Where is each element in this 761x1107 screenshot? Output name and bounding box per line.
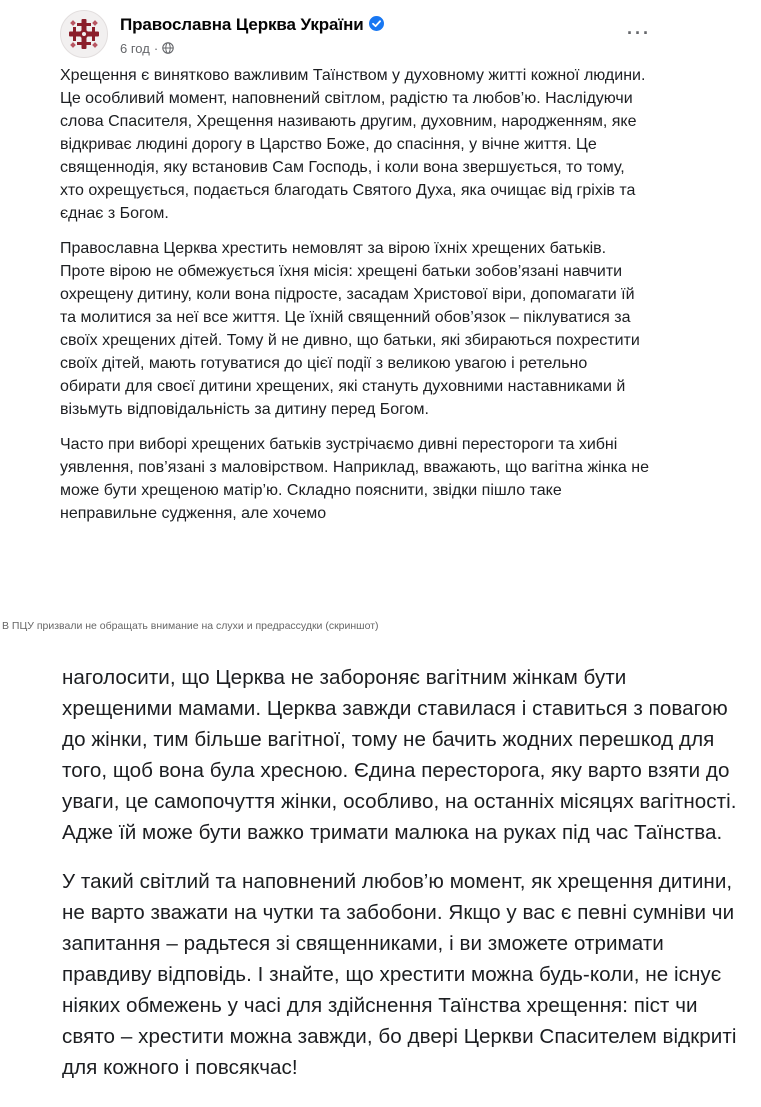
post-paragraph-2: Православна Церква хрестить немовлят за вірою їхніх хрещених батьків. Проте вірою не обмежується їхня місія: хрещені батьки зобов’язані навчити охрещену дитину, коли вона підросте, засадам Христової віри, допомагати їй та молитися за неї все життя. Це їхній священний обов’язок – піклуватися за своїх хрещених дітей. Тому й не дивно, що батьки, які збираються похрестити своїх дітей, мають готуватися до цієї події з великою увагою і ретельно обирати для своєї дитини хрещених, які стануть духовними наставниками й візьмуть відповідальність за дитину перед Богом. bbox=[60, 240, 640, 418]
image-caption: В ПЦУ призвали не обращать внимание на слухи и предрассудки (скриншот) bbox=[2, 620, 379, 632]
verified-badge-icon bbox=[369, 16, 384, 31]
page-avatar[interactable] bbox=[60, 10, 108, 58]
post-meta bbox=[120, 41, 174, 56]
page-name-text[interactable]: Православна Церква України bbox=[120, 15, 364, 34]
post-body bbox=[60, 64, 650, 537]
zoomed-post-body bbox=[62, 662, 742, 1101]
more-options-button[interactable] bbox=[622, 18, 656, 48]
facebook-post bbox=[48, 0, 672, 612]
post-header bbox=[60, 10, 660, 62]
zoomed-paragraph-1: наголосити, що Церква не забороняє вагітним жінкам бути хрещеними мамами. Церква завжди ставилася і ставиться з повагою до жінки, тим більше вагітної, тому не бачить жодних перешкод для того, щоб вона була хресною. Єдина пересторога, яку варто взяти до уваги, це самопочуття жінки, особливо, на останніх місяцях вагітності. Адже їй може бути важко тримати малюка на руках під час Таїнства. bbox=[62, 666, 737, 844]
zoomed-screenshot bbox=[0, 652, 761, 1107]
church-emblem-icon bbox=[67, 17, 101, 51]
globe-icon bbox=[162, 42, 174, 54]
post-paragraph-3: Часто при виборі хрещених батьків зустрічаємо дивні перестороги та хибні уявлення, пов’язані з маловірством. Наприклад, вважають, що вагітна жінка не може бути хрещеною матір’ю. Складно пояснити, звідки пішло таке неправильне судження, але хочемо bbox=[60, 436, 649, 522]
post-time[interactable]: 6 год bbox=[120, 41, 150, 56]
more-horizontal-icon: ··· bbox=[627, 23, 651, 43]
post-paragraph-1: Хрещення є винятково важливим Таїнством у духовному житті кожної людини. Це особливий момент, наповнений світлом, радістю та любов’ю. Наслідуючи слова Спасителя, Хрещення називають другим, духовним, народженням, яке відкриває людині дорогу в Царство Боже, до спасіння, у вічне життя. Це священнодія, яку встановив Сам Господь, і коли вона звершується, то тому, хто охрещується, подається благодать Святого Духа, яка очищає від гріхів та єднає з Богом. bbox=[60, 67, 646, 222]
page-name[interactable] bbox=[120, 15, 384, 35]
zoomed-paragraph-2: У такий світлий та наповнений любов’ю момент, як хрещення дитини, не варто зважати на чутки та забобони. Якщо у вас є певні сумніви чи запитання – радьтеся зі священниками, і ви зможете отримати правдиву відповідь. І знайте, що хрестити можна будь-коли, не існує ніяких обмежень у часі для здійснення Таїнства хрещення: піст чи свято – хрестити можна завжди, бо двері Церкви Спасителем відкриті для кожного і повсякчас! bbox=[62, 870, 737, 1079]
meta-separator: · bbox=[153, 41, 159, 56]
